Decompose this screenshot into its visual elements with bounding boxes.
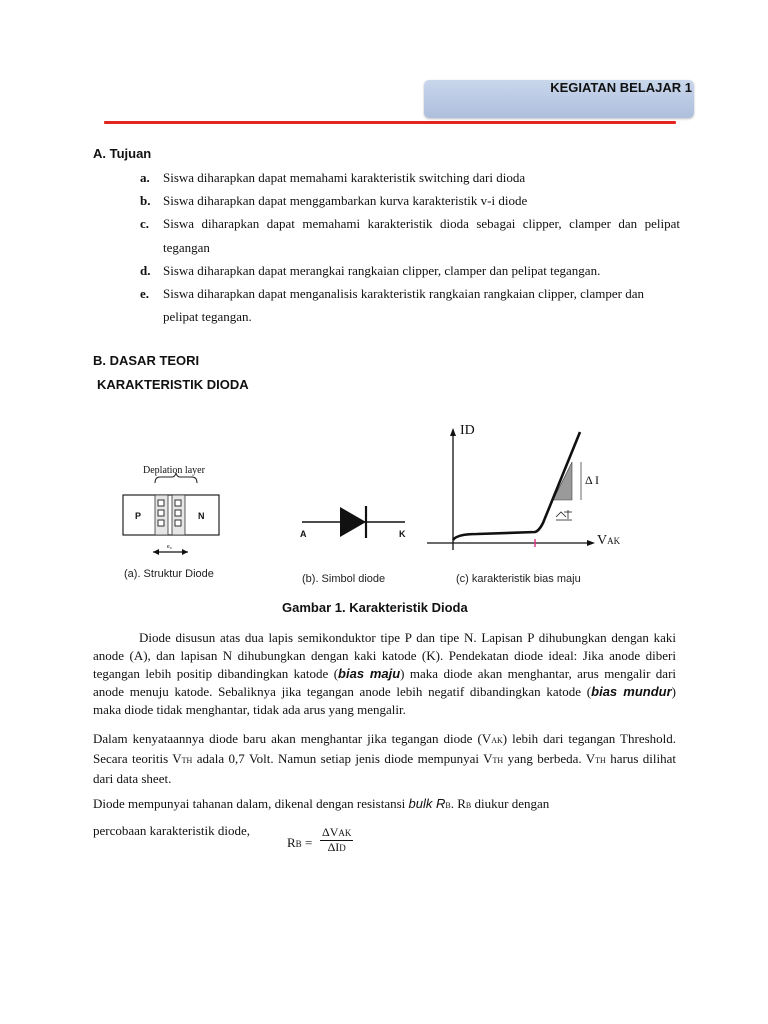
paragraph-1: Diode disusun atas dua lapis semikonduktor tipe P dan tipe N. Lapisan P dihubungkan dengan kaki anode (A), dan lapisan N dihubungkan dengan kaki katode (K). Pendekatan diode ideal: Jika anode diberi tegangan lebih positip dibandingkan katode (bias maju) maka diode akan menghantar, arus mengalir dari anode menuju katode. Sebaliknya jika tegangan anode lebih negatif dibandingkan katode (bias mundur) maka diode tidak menghantar, tidak ada arus yang mengalir. — [93, 630, 677, 717]
caption-a: (a). Struktur Diode — [124, 568, 214, 580]
section-b-heading: B. DASAR TEORI — [93, 353, 200, 368]
list-item: e. Siswa diharapkan dapat menganalisis karakteristik rangkaian rangkaian clipper, clamper dan pelipat tegangan. — [140, 286, 645, 325]
formula-lhs: RB = — [287, 835, 313, 850]
id-axis-label: ID — [460, 423, 475, 438]
svg-text:e₀: e₀ — [167, 544, 172, 550]
figure-title: Gambar 1. Karakteristik Dioda — [282, 600, 468, 615]
header-title: KEGIATAN BELAJAR 1 — [550, 80, 692, 95]
objectives-list — [140, 166, 680, 328]
paragraph-2: Dalam kenyataannya diode baru akan menghantar jika tegangan diode (VAK) lebih dari tegangan Threshold. Secara teoritis VTH adala 0,7 Volt. Namun setiap jenis diode mempunyai VTH yang berbeda. VTH harus dilihat dari data sheet. — [93, 731, 677, 786]
caption-b: (b). Simbol diode — [302, 573, 386, 585]
section-a-heading: A. Tujuan — [93, 146, 152, 161]
n-region-label: N — [198, 511, 205, 521]
forward-bias-curve — [425, 420, 605, 560]
header-divider — [104, 121, 676, 124]
caption-c: (c) karakteristik bias maju — [456, 573, 581, 585]
cathode-label: K — [399, 529, 406, 539]
list-item: d. Siswa diharapkan dapat merangkai rangkaian clipper, clamper dan pelipat tegangan. — [140, 262, 601, 278]
paragraph-3: Diode mempunyai tahanan dalam, dikenal dengan resistansi bulk RB. RB diukur dengan — [93, 796, 550, 811]
list-item: c. Siswa diharapkan dapat memahami karakteristik dioda sebagai clipper, clamper dan pelipat tegangan — [140, 216, 680, 255]
list-item: b. Siswa diharapkan dapat menggambarkan kurva karakteristik v-i diode — [140, 193, 528, 209]
depletion-layer-label: Deplation layer — [143, 465, 205, 476]
vak-axis-label: VAK — [597, 533, 621, 548]
paragraph-4: percobaan karakteristik diode, — [93, 823, 251, 838]
list-item: a. Siswa diharapkan dapat memahami karakteristik switching dari dioda — [140, 170, 526, 185]
diode-symbol-icon — [300, 500, 410, 545]
anode-label: A — [300, 529, 307, 539]
delta-i-label: Δ I — [585, 473, 600, 487]
p-region-label: P — [135, 511, 142, 521]
formula-fraction: ΔVAK ΔID — [322, 825, 352, 854]
section-b-subheading: KARAKTERISTIK DIODA — [97, 377, 249, 392]
